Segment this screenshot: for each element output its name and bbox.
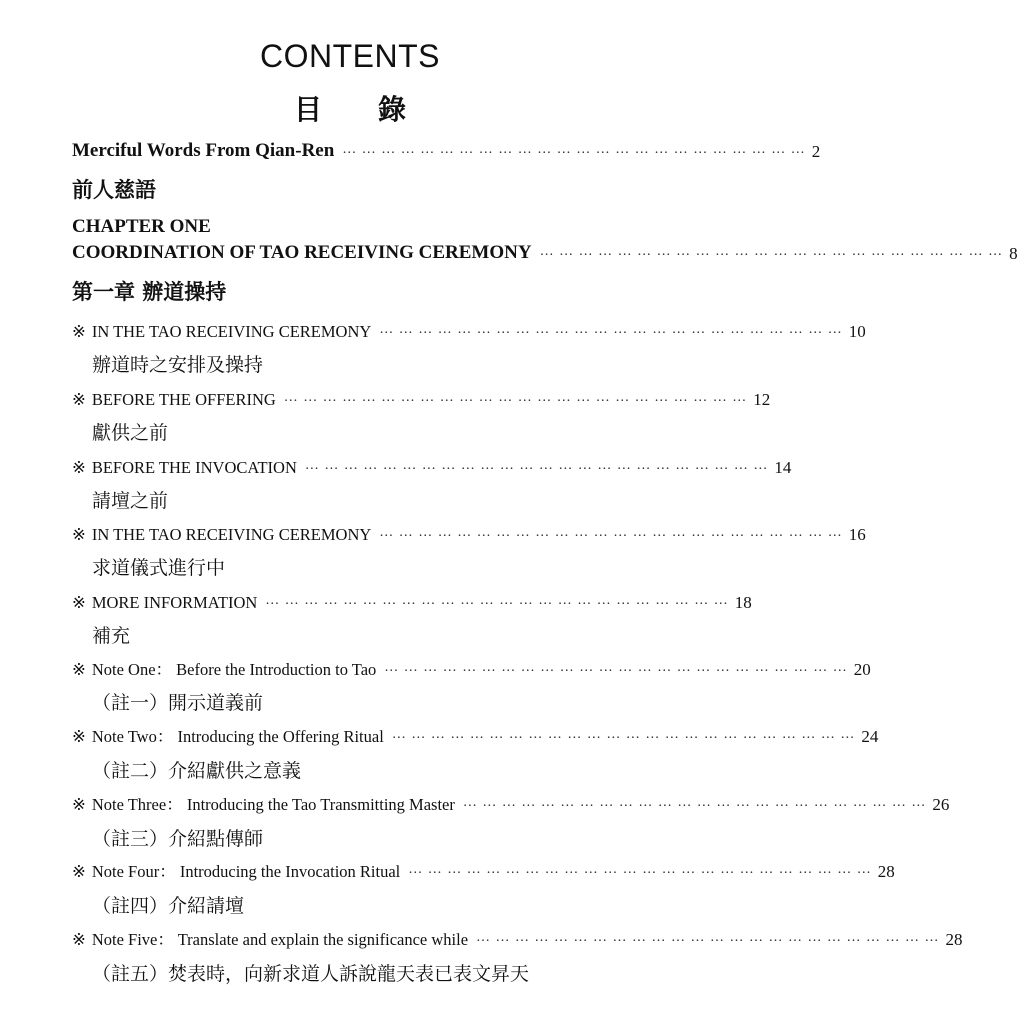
toc-entry-page: 16: [848, 525, 866, 544]
reference-mark-icon: ※: [72, 322, 86, 341]
dot-leader: … … … … … … … … … … … … … … … … … … … … … … … …: [283, 390, 748, 405]
toc-entry-merciful-words[interactable]: [72, 138, 821, 162]
toc-entry-chinese-title: 第一章 辦道操持: [72, 279, 227, 304]
toc-entry-chinese-title: 辦道時之安排及操持: [92, 354, 264, 376]
page-title-chinese: 目錄: [293, 95, 462, 126]
toc-entry-page: 8: [1009, 244, 1018, 263]
toc-entry-chinese-title: 補充: [92, 625, 131, 647]
reference-mark-icon: ※: [72, 795, 86, 814]
toc-entry-note-five[interactable]: [72, 926, 963, 950]
dot-leader: … … … … … … … … … … … … … … … … … … … … … … … …: [379, 525, 843, 540]
toc-entry-chinese-title: （註五）焚表時，向新求道人訴說龍天表已表文昇天: [92, 963, 530, 985]
toc-entry-page: 26: [932, 795, 950, 814]
dot-leader: … … … … … … … … … … … … … … … … … … … … … … … …: [379, 322, 843, 337]
reference-mark-icon: ※: [72, 525, 86, 544]
toc-entry-title: IN THE TAO RECEIVING CEREMONY: [91, 322, 372, 341]
dot-leader: … … … … … … … … … … … … … … … … … … … … … … … …: [304, 458, 769, 473]
toc-entry-chinese-title: （註二）介紹獻供之意義: [92, 760, 302, 782]
dot-leader: … … … … … … … … … … … … … … … … … … … … … … … …: [391, 727, 856, 742]
reference-mark-icon: ※: [72, 862, 86, 881]
toc-entry-title: Note Three： Introducing the Tao Transmitting Master: [91, 795, 455, 814]
dot-leader: … … … … … … … … … … … … … … … … … … … … … … … …: [476, 930, 940, 945]
toc-entry-title: MORE INFORMATION: [91, 593, 258, 612]
toc-entry-title: Merciful Words From Qian-Ren: [72, 140, 335, 161]
toc-entry-title: BEFORE THE INVOCATION: [91, 458, 297, 477]
toc-entry-page: 20: [853, 660, 871, 679]
chapter-heading: [72, 214, 627, 238]
toc-entry-page: 24: [861, 727, 879, 746]
reference-mark-icon: ※: [72, 390, 86, 409]
reference-mark-icon: ※: [72, 458, 86, 477]
toc-entry-note-three[interactable]: [72, 791, 950, 815]
toc-entry-chinese-title: 請壇之前: [92, 490, 169, 512]
toc-entry-page: 14: [774, 458, 792, 477]
toc-entry-title: COORDINATION OF TAO RECEIVING CEREMONY: [72, 242, 532, 263]
toc-entry-page: 28: [877, 862, 895, 881]
dot-leader: … … … … … … … … … … … … … … … … … … … … … … … …: [408, 862, 872, 877]
toc-entry-title: Note Four： Introducing the Invocation Ritual: [91, 862, 401, 881]
dot-leader: … … … … … … … … … … … … … … … … … … … … … … … …: [384, 660, 848, 675]
toc-entry-note-four[interactable]: [72, 858, 895, 882]
dot-leader: … … … … … … … … … … … … … … … … … … … … … … … …: [265, 593, 729, 608]
reference-mark-icon: ※: [72, 660, 86, 679]
dot-leader: … … … … … … … … … … … … … … … … … … … … … … … …: [342, 142, 806, 157]
page-title: CONTENTS: [260, 38, 440, 74]
toc-entry-title: Note Two： Introducing the Offering Ritual: [91, 727, 384, 746]
toc-entry-in-the-tao-receiving-ceremony-1[interactable]: [72, 318, 866, 342]
toc-entry-page: 10: [848, 322, 866, 341]
toc-entry-chinese-title: （註一）開示道義前: [92, 692, 264, 714]
toc-entry-chinese-title: （註四）介紹請壇: [92, 895, 245, 917]
toc-entry-in-the-tao-receiving-ceremony-2[interactable]: [72, 521, 866, 545]
toc-entry-note-one[interactable]: [72, 656, 871, 680]
toc-entry-page: 18: [734, 593, 752, 612]
toc-entry-page: 28: [945, 930, 963, 949]
toc-entry-chinese-title: 前人慈語: [72, 177, 156, 202]
toc-entry-title: Note Five： Translate and explain the significance while: [91, 930, 469, 949]
toc-entry-chinese-title: 獻供之前: [92, 422, 169, 444]
toc-entry-chinese-title: （註三）介紹點傳師: [92, 828, 264, 850]
toc-entry-before-the-invocation[interactable]: [72, 454, 792, 478]
reference-mark-icon: ※: [72, 727, 86, 746]
toc-entry-chapter-one[interactable]: [72, 240, 1018, 264]
toc-entry-title: BEFORE THE OFFERING: [91, 390, 276, 409]
toc-entry-title: Note One： Before the Introduction to Tao: [91, 660, 377, 679]
toc-entry-page: 12: [753, 390, 771, 409]
toc-entry-page: 2: [811, 142, 821, 161]
dot-leader: … … … … … … … … … … … … … … … … … … … … … … … …: [462, 795, 927, 810]
reference-mark-icon: ※: [72, 593, 86, 612]
chapter-number: CHAPTER ONE: [72, 216, 211, 237]
dot-leader: … … … … … … … … … … … … … … … … … … … … … … … …: [539, 244, 1004, 259]
toc-entry-title: IN THE TAO RECEIVING CEREMONY: [91, 525, 372, 544]
toc-entry-chinese-title: 求道儀式進行中: [92, 557, 226, 579]
toc-entry-note-two[interactable]: [72, 723, 879, 747]
toc-entry-more-information[interactable]: [72, 589, 752, 613]
toc-entry-before-the-offering[interactable]: [72, 386, 771, 410]
reference-mark-icon: ※: [72, 930, 86, 949]
